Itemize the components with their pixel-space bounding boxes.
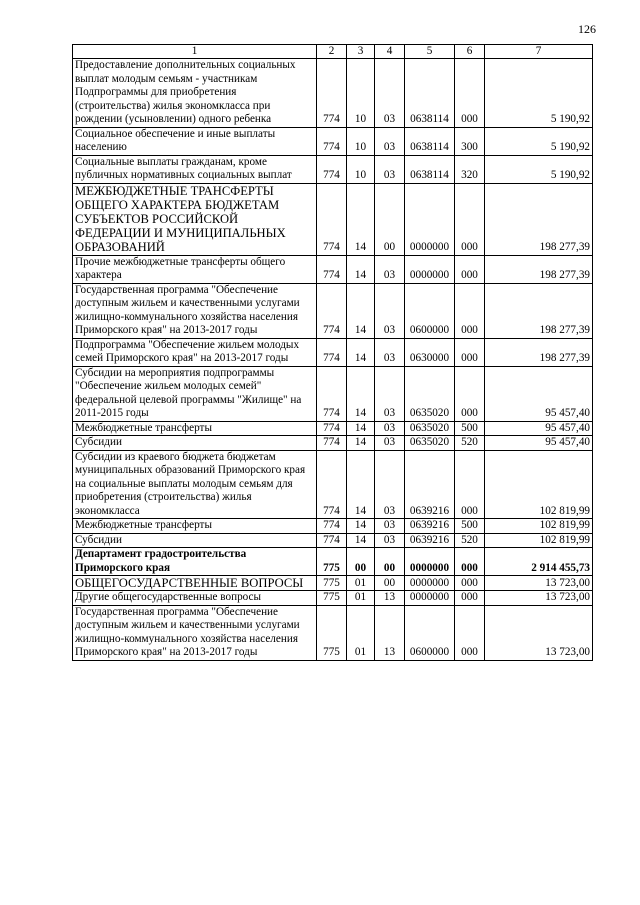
cell-section: 14 <box>347 366 375 421</box>
cell-section: 10 <box>347 59 375 128</box>
row-name: Социальное обеспечение и иные выплаты населению <box>73 127 317 155</box>
table-row <box>73 576 593 591</box>
row-name: Другие общегосударственные вопросы <box>73 591 317 606</box>
row-name: Субсидии <box>73 436 317 451</box>
cell-target-article: 0635020 <box>405 436 455 451</box>
cell-target-article: 0000000 <box>405 183 455 255</box>
cell-admin-code: 774 <box>317 255 347 283</box>
cell-amount: 102 819,99 <box>485 450 593 519</box>
cell-section: 14 <box>347 436 375 451</box>
cell-section: 14 <box>347 183 375 255</box>
cell-target-article: 0000000 <box>405 548 455 576</box>
cell-target-article: 0635020 <box>405 421 455 436</box>
cell-expense-type: 520 <box>455 533 485 548</box>
cell-expense-type: 000 <box>455 591 485 606</box>
cell-section: 10 <box>347 127 375 155</box>
table-row <box>73 338 593 366</box>
cell-amount: 13 723,00 <box>485 605 593 660</box>
table-row <box>73 283 593 338</box>
cell-section: 14 <box>347 283 375 338</box>
row-name: Подпрограмма "Обеспечение жильем молодых семей Приморского края" на 2013-2017 годы <box>73 338 317 366</box>
cell-admin-code: 774 <box>317 533 347 548</box>
cell-subsection: 03 <box>375 519 405 534</box>
cell-target-article: 0639216 <box>405 533 455 548</box>
cell-subsection: 03 <box>375 366 405 421</box>
cell-target-article: 0000000 <box>405 591 455 606</box>
page-number: 126 <box>578 22 596 36</box>
row-name: Государственная программа "Обеспечение доступным жильем и качественными услугами жилищно-коммунального хозяйства населения Приморского края" на 2013-2017 годы <box>73 283 317 338</box>
row-name: Субсидии <box>73 533 317 548</box>
cell-subsection: 13 <box>375 591 405 606</box>
cell-amount: 198 277,39 <box>485 338 593 366</box>
cell-subsection: 00 <box>375 183 405 255</box>
cell-expense-type: 500 <box>455 421 485 436</box>
cell-target-article: 0639216 <box>405 519 455 534</box>
column-header: 4 <box>375 45 405 59</box>
cell-target-article: 0600000 <box>405 283 455 338</box>
row-name: Департамент градостроительства Приморского края <box>73 548 317 576</box>
cell-amount: 102 819,99 <box>485 519 593 534</box>
cell-amount: 198 277,39 <box>485 283 593 338</box>
cell-subsection: 03 <box>375 436 405 451</box>
cell-amount: 5 190,92 <box>485 155 593 183</box>
column-header: 5 <box>405 45 455 59</box>
row-name: ОБЩЕГОСУДАРСТВЕННЫЕ ВОПРОСЫ <box>73 576 317 591</box>
row-name: Государственная программа "Обеспечение доступным жильем и качественными услугами жилищно-коммунального хозяйства населения Приморского края" на 2013-2017 годы <box>73 605 317 660</box>
cell-admin-code: 774 <box>317 338 347 366</box>
cell-expense-type: 000 <box>455 576 485 591</box>
cell-subsection: 03 <box>375 450 405 519</box>
cell-subsection: 03 <box>375 59 405 128</box>
cell-admin-code: 774 <box>317 450 347 519</box>
table-row <box>73 591 593 606</box>
column-header: 3 <box>347 45 375 59</box>
budget-table <box>72 44 593 661</box>
cell-admin-code: 774 <box>317 366 347 421</box>
table-row <box>73 127 593 155</box>
cell-amount: 95 457,40 <box>485 366 593 421</box>
column-header-row <box>73 45 593 59</box>
cell-expense-type: 500 <box>455 519 485 534</box>
cell-amount: 5 190,92 <box>485 59 593 128</box>
table-row <box>73 421 593 436</box>
cell-expense-type: 000 <box>455 366 485 421</box>
cell-target-article: 0638114 <box>405 155 455 183</box>
cell-amount: 95 457,40 <box>485 436 593 451</box>
row-name: Межбюджетные трансферты <box>73 519 317 534</box>
cell-admin-code: 775 <box>317 576 347 591</box>
cell-subsection: 03 <box>375 255 405 283</box>
cell-expense-type: 300 <box>455 127 485 155</box>
table-row <box>73 605 593 660</box>
cell-section: 14 <box>347 450 375 519</box>
cell-expense-type: 000 <box>455 59 485 128</box>
cell-expense-type: 520 <box>455 436 485 451</box>
cell-admin-code: 775 <box>317 605 347 660</box>
cell-amount: 95 457,40 <box>485 421 593 436</box>
cell-admin-code: 774 <box>317 421 347 436</box>
cell-admin-code: 774 <box>317 127 347 155</box>
cell-expense-type: 000 <box>455 548 485 576</box>
cell-expense-type: 000 <box>455 450 485 519</box>
column-header: 7 <box>485 45 593 59</box>
row-name: Субсидии из краевого бюджета бюджетам муниципальных образований Приморского края на социальные выплаты молодым семьям для приобретения (строительства) жилья экономкласса <box>73 450 317 519</box>
row-name: Прочие межбюджетные трансферты общего характера <box>73 255 317 283</box>
cell-amount: 13 723,00 <box>485 591 593 606</box>
cell-subsection: 03 <box>375 533 405 548</box>
table-row <box>73 183 593 255</box>
cell-section: 10 <box>347 155 375 183</box>
cell-section: 14 <box>347 519 375 534</box>
cell-expense-type: 000 <box>455 338 485 366</box>
cell-admin-code: 774 <box>317 436 347 451</box>
cell-amount: 2 914 455,73 <box>485 548 593 576</box>
cell-amount: 13 723,00 <box>485 576 593 591</box>
cell-admin-code: 774 <box>317 283 347 338</box>
cell-subsection: 03 <box>375 421 405 436</box>
cell-expense-type: 000 <box>455 255 485 283</box>
column-header: 2 <box>317 45 347 59</box>
cell-admin-code: 774 <box>317 519 347 534</box>
table-row <box>73 255 593 283</box>
table-row <box>73 59 593 128</box>
cell-section: 01 <box>347 576 375 591</box>
cell-target-article: 0638114 <box>405 127 455 155</box>
cell-admin-code: 774 <box>317 59 347 128</box>
table-row <box>73 533 593 548</box>
cell-target-article: 0000000 <box>405 576 455 591</box>
cell-expense-type: 000 <box>455 283 485 338</box>
cell-subsection: 03 <box>375 338 405 366</box>
cell-section: 14 <box>347 421 375 436</box>
table-row <box>73 155 593 183</box>
table-row <box>73 366 593 421</box>
row-name: Субсидии на мероприятия подпрограммы "Обеспечение жильем молодых семей" федеральной целевой программы "Жилище" на 2011-2015 годы <box>73 366 317 421</box>
row-name: Предоставление дополнительных социальных выплат молодым семьям - участникам Подпрограммы для приобретения (строительства) жилья экономкласса при рождении (усыновлении) одного ребенка <box>73 59 317 128</box>
cell-target-article: 0630000 <box>405 338 455 366</box>
cell-amount: 198 277,39 <box>485 183 593 255</box>
cell-subsection: 03 <box>375 127 405 155</box>
cell-subsection: 03 <box>375 155 405 183</box>
table-row <box>73 436 593 451</box>
cell-subsection: 13 <box>375 605 405 660</box>
cell-expense-type: 000 <box>455 605 485 660</box>
cell-target-article: 0000000 <box>405 255 455 283</box>
cell-subsection: 03 <box>375 283 405 338</box>
row-name: Социальные выплаты гражданам, кроме публичных нормативных социальных выплат <box>73 155 317 183</box>
cell-section: 00 <box>347 548 375 576</box>
table-row <box>73 450 593 519</box>
column-header: 1 <box>73 45 317 59</box>
cell-section: 01 <box>347 605 375 660</box>
cell-admin-code: 775 <box>317 548 347 576</box>
table-body <box>73 59 593 661</box>
cell-amount: 5 190,92 <box>485 127 593 155</box>
cell-section: 01 <box>347 591 375 606</box>
cell-section: 14 <box>347 255 375 283</box>
cell-target-article: 0639216 <box>405 450 455 519</box>
cell-expense-type: 320 <box>455 155 485 183</box>
cell-admin-code: 774 <box>317 155 347 183</box>
cell-expense-type: 000 <box>455 183 485 255</box>
cell-admin-code: 775 <box>317 591 347 606</box>
cell-subsection: 00 <box>375 548 405 576</box>
column-header: 6 <box>455 45 485 59</box>
row-name: Межбюджетные трансферты <box>73 421 317 436</box>
cell-amount: 198 277,39 <box>485 255 593 283</box>
cell-section: 14 <box>347 533 375 548</box>
cell-target-article: 0635020 <box>405 366 455 421</box>
cell-section: 14 <box>347 338 375 366</box>
cell-admin-code: 774 <box>317 183 347 255</box>
cell-amount: 102 819,99 <box>485 533 593 548</box>
row-name: МЕЖБЮДЖЕТНЫЕ ТРАНСФЕРТЫ ОБЩЕГО ХАРАКТЕРА БЮДЖЕТАМ СУБЪЕКТОВ РОССИЙСКОЙ ФЕДЕРАЦИИ И МУНИЦИПАЛЬНЫХ ОБРАЗОВАНИЙ <box>73 183 317 255</box>
table-row <box>73 519 593 534</box>
cell-subsection: 00 <box>375 576 405 591</box>
cell-target-article: 0600000 <box>405 605 455 660</box>
cell-target-article: 0638114 <box>405 59 455 128</box>
table-row <box>73 548 593 576</box>
